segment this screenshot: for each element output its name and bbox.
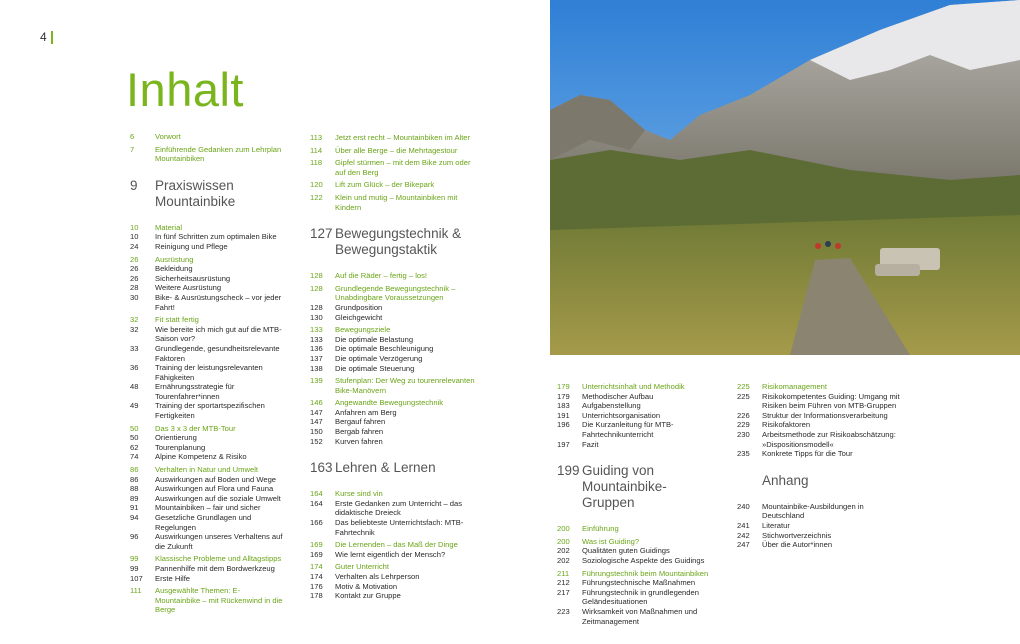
toc-entry[interactable] — [130, 363, 285, 382]
toc-entry[interactable] — [310, 499, 475, 518]
toc-chapter-entry[interactable] — [557, 524, 717, 534]
toc-chapter-entry[interactable] — [557, 382, 717, 392]
toc-page-number: 164 — [310, 498, 323, 508]
toc-entry[interactable] — [557, 411, 717, 421]
toc-chapter-entry[interactable] — [310, 193, 475, 212]
toc-title: In fünf Schritten zum optimalen Bike — [155, 232, 277, 242]
toc-title: Über alle Berge – die Mehrtagestour — [335, 145, 458, 155]
toc-page-number: 32 — [130, 324, 139, 334]
toc-chapter-entry[interactable] — [130, 255, 285, 265]
toc-page-number: 152 — [310, 436, 323, 446]
toc-page-number: 217 — [557, 587, 570, 597]
toc-entry[interactable] — [557, 578, 717, 588]
toc-page-number: 86 — [130, 474, 139, 484]
toc-entry[interactable] — [557, 546, 717, 556]
toc-title: Auswirkungen auf Flora und Fauna — [155, 484, 274, 494]
toc-title: Sicherheitsausrüstung — [155, 273, 231, 283]
toc-entry[interactable] — [130, 401, 285, 420]
toc-chapter-entry[interactable] — [310, 376, 475, 395]
toc-entry[interactable] — [130, 494, 285, 504]
toc-page-number: 128 — [310, 302, 323, 312]
toc-section-heading[interactable] — [737, 473, 902, 489]
toc-page-number: 99 — [130, 563, 139, 573]
toc-chapter-entry[interactable] — [310, 284, 475, 303]
toc-entry[interactable] — [130, 283, 285, 293]
toc-page-number: 9 — [130, 177, 138, 193]
toc-entry[interactable] — [310, 572, 475, 582]
toc-page-number: 62 — [130, 442, 139, 452]
toc-page-number: 94 — [130, 513, 139, 522]
toc-title: Material — [155, 222, 183, 232]
toc-title: Die Kurzanleitung für MTB-Fahrtechnikunterricht — [582, 420, 674, 439]
toc-page-number: 179 — [557, 391, 570, 401]
toc-entry[interactable] — [130, 452, 285, 462]
toc-page-number: 32 — [130, 315, 139, 325]
toc-page-number: 74 — [130, 452, 139, 462]
toc-page-number: 223 — [557, 606, 570, 616]
toc-chapter-entry[interactable] — [130, 424, 285, 434]
toc-title: Auswirkungen auf Boden und Wege — [155, 474, 277, 484]
toc-title: Vorwort — [155, 132, 181, 141]
toc-title: Grundlegende, gesundheitsrelevante Faktoren — [155, 343, 280, 363]
toc-entry[interactable] — [130, 274, 285, 284]
toc-title: Pannenhilfe mit dem Bordwerkzeug — [155, 563, 275, 573]
toc-title: Methodischer Aufbau — [582, 391, 654, 401]
toc-entry[interactable] — [130, 242, 285, 252]
toc-entry[interactable] — [310, 582, 475, 592]
toc-column-4 — [737, 382, 902, 550]
toc-page-number: 96 — [130, 532, 139, 542]
toc-title: Die optimale Steuerung — [335, 363, 415, 373]
toc-page-number: 150 — [310, 427, 323, 437]
toc-page-number: 197 — [557, 439, 570, 449]
toc-title: Anhang — [762, 472, 809, 488]
toc-page-number: 120 — [310, 180, 323, 190]
toc-title: Wie lernt eigentlich der Mensch? — [335, 549, 446, 559]
toc-title: Auswirkungen unseres Verhaltens auf die Zukunft — [155, 532, 283, 551]
toc-entry[interactable] — [310, 335, 475, 345]
toc-page-number: 242 — [737, 530, 750, 540]
toc-chapter-entry[interactable] — [310, 562, 475, 572]
toc-entry[interactable] — [130, 325, 285, 344]
toc-entry[interactable] — [130, 232, 285, 242]
toc-entry[interactable] — [737, 411, 902, 421]
toc-page-number: 88 — [130, 484, 139, 494]
toc-title: Lehren & Lernen — [335, 460, 436, 476]
toc-title: Training der leistungsrelevanten Fähigkeiten — [155, 363, 263, 382]
toc-page-number: 212 — [557, 578, 570, 588]
toc-chapter-entry[interactable] — [310, 325, 475, 335]
toc-title: Lift zum Glück – der Bikepark — [335, 180, 435, 190]
toc-entry[interactable] — [310, 437, 475, 447]
toc-entry[interactable] — [557, 607, 717, 626]
toc-title: Risikokompetentes Guiding: Umgang mit Risiken beim Führen von MTB-Gruppen — [762, 391, 900, 411]
toc-entry[interactable] — [130, 513, 285, 532]
toc-page-number: 133 — [310, 325, 323, 335]
toc-entry[interactable] — [737, 430, 902, 449]
toc-page-number: 122 — [310, 192, 323, 202]
toc-title: Klassische Probleme und Alltagstipps — [155, 554, 282, 564]
toc-title: Die optimale Verzögerung — [335, 353, 423, 363]
toc-title: Auswirkungen auf die soziale Umwelt — [155, 493, 281, 503]
toc-title: Risikofaktoren — [762, 420, 811, 430]
toc-chapter-entry[interactable] — [130, 586, 285, 615]
toc-chapter-entry[interactable] — [310, 158, 475, 177]
toc-title: Kurven fahren — [335, 436, 383, 446]
toc-entry[interactable] — [737, 502, 902, 521]
toc-title: Ausgewählte Themen: E-Mountainbike – mit Rückenwind in die Berge — [155, 586, 283, 615]
toc-title: Unterrichtsorganisation — [582, 410, 661, 420]
toc-page-number: 176 — [310, 581, 323, 591]
toc-title: Qualitäten guten Guidings — [582, 546, 670, 556]
toc-title: Fazit — [582, 439, 599, 449]
toc-chapter-entry[interactable] — [310, 540, 475, 550]
toc-entry[interactable] — [130, 264, 285, 274]
mountain-landscape-photo — [550, 0, 1020, 355]
toc-chapter-entry[interactable] — [310, 146, 475, 156]
toc-page-number: 99 — [130, 554, 139, 564]
toc-page-number: 147 — [310, 407, 323, 417]
toc-entry[interactable] — [310, 591, 475, 601]
toc-chapter-entry[interactable] — [557, 569, 717, 579]
toc-title: Einführung — [582, 524, 619, 534]
toc-page-number: 226 — [737, 410, 750, 420]
toc-chapter-entry[interactable] — [130, 145, 285, 164]
toc-title: Wie bereite ich mich gut auf die MTB-Saison vor? — [155, 324, 282, 344]
toc-title: Bergab fahren — [335, 427, 384, 437]
toc-section-heading[interactable] — [310, 226, 475, 258]
toc-page-number: 7 — [130, 144, 135, 154]
toc-title: Verhalten als Lehrperson — [335, 572, 420, 581]
toc-page-number: 174 — [310, 572, 323, 581]
toc-entry[interactable] — [557, 401, 717, 411]
toc-title: Kontakt zur Gruppe — [335, 591, 401, 601]
toc-page-number: 33 — [130, 343, 139, 353]
toc-page-number: 235 — [737, 449, 750, 459]
toc-column-3 — [557, 382, 717, 626]
toc-title: Training der sportartspezifischen Fertigkeiten — [155, 401, 265, 421]
toc-page-number: 26 — [130, 264, 139, 274]
toc-page-number: 130 — [310, 312, 323, 322]
toc-title: Fit statt fertig — [155, 315, 199, 325]
toc-chapter-entry[interactable] — [557, 537, 717, 547]
toc-page-number: 174 — [310, 562, 323, 572]
toc-title: Literatur — [762, 520, 790, 530]
toc-page-number: 241 — [737, 520, 750, 530]
toc-page-number: 49 — [130, 401, 139, 411]
toc-title: Stichwortverzeichnis — [762, 530, 832, 540]
toc-chapter-entry[interactable] — [130, 223, 285, 233]
toc-entry[interactable] — [310, 313, 475, 323]
toc-page-number: 230 — [737, 429, 750, 439]
toc-title: Bewegungstechnik & Bewegungstaktik — [335, 226, 462, 258]
toc-page-number: 86 — [130, 465, 139, 475]
toc-title: Ernährungsstrategie für Tourenfahrer*innen — [155, 382, 235, 401]
toc-entry[interactable] — [737, 392, 902, 411]
toc-page-number: 178 — [310, 591, 323, 601]
toc-title: Gleichgewicht — [335, 312, 383, 322]
toc-page-number: 146 — [310, 398, 323, 408]
toc-page-number: 169 — [310, 540, 323, 550]
toc-entry[interactable] — [130, 484, 285, 494]
toc-title: Einführende Gedanken zum Lehrplan Mountainbiken — [155, 144, 282, 164]
toc-title: Führungstechnik beim Mountainbiken — [582, 568, 709, 578]
toc-chapter-entry[interactable] — [310, 398, 475, 408]
toc-page-number: 91 — [130, 503, 139, 513]
toc-chapter-entry[interactable] — [310, 133, 475, 143]
toc-entry[interactable] — [557, 588, 717, 607]
toc-title: Das beliebteste Unterrichtsfach: MTB-Fahrtechnik — [335, 518, 464, 537]
toc-entry[interactable] — [737, 531, 902, 541]
toc-title: Grundlegende Bewegungstechnik – Unabdingbare Voraussetzungen — [335, 283, 456, 303]
toc-title: Über die Autor*innen — [762, 540, 833, 550]
toc-title: Stufenplan: Der Weg zu tourenrelevanten Bike-Manövern — [335, 376, 475, 395]
toc-entry[interactable] — [130, 293, 285, 312]
toc-title: Weitere Ausrüstung — [155, 283, 222, 293]
toc-page-number: 138 — [310, 363, 323, 373]
toc-entry[interactable] — [737, 449, 902, 459]
toc-page-number: 50 — [130, 433, 139, 443]
toc-page-number: 50 — [130, 423, 139, 433]
toc-page-number: 200 — [557, 524, 570, 534]
toc-entry[interactable] — [130, 433, 285, 443]
toc-entry[interactable] — [130, 574, 285, 584]
toc-page-number: 211 — [557, 568, 570, 578]
toc-title: Mountainbike-Ausbildungen in Deutschland — [762, 501, 864, 521]
toc-page-number: 6 — [130, 132, 135, 141]
toc-column-1 — [130, 132, 285, 615]
toc-page-number: 196 — [557, 420, 570, 430]
toc-title: Erste Hilfe — [155, 573, 191, 583]
toc-page-number: 164 — [310, 489, 323, 499]
toc-page-number: 179 — [557, 382, 570, 391]
toc-chapter-entry[interactable] — [310, 180, 475, 190]
toc-page-number: 240 — [737, 501, 750, 511]
toc-entry[interactable] — [557, 392, 717, 402]
toc-title: Soziologische Aspekte des Guidings — [582, 555, 705, 565]
toc-entry[interactable] — [557, 440, 717, 450]
toc-title: Alpine Kompetenz & Risiko — [155, 452, 247, 462]
toc-entry[interactable] — [737, 521, 902, 531]
toc-page-number: 225 — [737, 391, 750, 401]
toc-entry[interactable] — [310, 354, 475, 364]
toc-title: Das 3 x 3 der MTB-Tour — [155, 423, 236, 433]
toc-title: Guiding von Mountainbike-Gruppen — [582, 463, 667, 511]
toc-entry[interactable] — [310, 364, 475, 374]
toc-page-number: 202 — [557, 546, 570, 556]
toc-page-number: 30 — [130, 292, 139, 302]
toc-page-number: 163 — [310, 460, 333, 476]
page-title: Inhalt — [126, 63, 244, 116]
toc-page-number: 113 — [310, 133, 323, 142]
toc-title: Praxiswissen Mountainbike — [155, 177, 236, 209]
toc-page-number: 202 — [557, 555, 570, 565]
toc-title: Bewegungsziele — [335, 325, 391, 335]
toc-title: Bekleidung — [155, 264, 193, 274]
toc-page-number: 10 — [130, 232, 139, 242]
toc-title: Guter Unterricht — [335, 562, 390, 572]
toc-entry[interactable] — [310, 417, 475, 427]
toc-page-number: 28 — [130, 283, 139, 293]
toc-page-number: 191 — [557, 410, 570, 420]
toc-chapter-entry[interactable] — [130, 132, 285, 142]
toc-entry[interactable] — [557, 420, 717, 439]
toc-page-number: 10 — [130, 222, 139, 232]
toc-page-number: 133 — [310, 334, 323, 344]
toc-title: Bike- & Ausrüstungscheck – vor jeder Fahrt! — [155, 292, 282, 312]
toc-title: Gesetzliche Grundlagen und Regelungen — [155, 513, 252, 532]
toc-title: Orientierung — [155, 433, 197, 443]
toc-title: Wirksamkeit von Maßnahmen und Zeitmanagement — [582, 606, 698, 626]
toc-title: Die Lernenden – das Maß der Dinge — [335, 540, 458, 550]
toc-title: Gipfel stürmen – mit dem Bike zum oder auf den Berg — [335, 158, 471, 177]
toc-entry[interactable] — [130, 344, 285, 363]
toc-title: Die optimale Beschleunigung — [335, 344, 434, 354]
toc-title: Motiv & Motivation — [335, 581, 398, 591]
toc-page-number: 199 — [557, 463, 580, 479]
toc-column-2 — [310, 133, 475, 601]
toc-entry[interactable] — [130, 475, 285, 485]
toc-page-number: 111 — [130, 586, 142, 596]
page-number-bar — [51, 31, 53, 44]
toc-entry[interactable] — [130, 443, 285, 453]
toc-title: Anfahren am Berg — [335, 407, 397, 417]
toc-title: Struktur der Informationsverarbeitung — [762, 410, 888, 420]
toc-page-number: 26 — [130, 254, 139, 264]
toc-page-number: 169 — [310, 549, 323, 559]
toc-entry[interactable] — [310, 550, 475, 560]
toc-page-number: 229 — [737, 420, 750, 430]
toc-entry[interactable] — [310, 344, 475, 354]
toc-page-number: 107 — [130, 573, 143, 583]
toc-title: Verhalten in Natur und Umwelt — [155, 465, 258, 475]
toc-entry[interactable] — [130, 503, 285, 513]
toc-title: Ausrüstung — [155, 254, 194, 264]
toc-chapter-entry[interactable] — [130, 465, 285, 475]
toc-page-number: 137 — [310, 353, 323, 363]
toc-page-number: 89 — [130, 493, 139, 503]
toc-page-number: 247 — [737, 540, 750, 550]
toc-page-number: 139 — [310, 376, 323, 386]
toc-section-heading[interactable] — [130, 178, 285, 210]
toc-title: Angewandte Bewegungstechnik — [335, 398, 444, 408]
toc-entry[interactable] — [310, 518, 475, 537]
toc-title: Die optimale Belastung — [335, 334, 414, 344]
toc-title: Kurse sind vin — [335, 489, 383, 499]
toc-title: Arbeitsmethode zur Risikoabschätzung: »Dispositionsmodell« — [762, 429, 896, 449]
toc-entry[interactable] — [130, 382, 285, 401]
toc-title: Aufgabenstellung — [582, 401, 641, 411]
toc-entry[interactable] — [130, 532, 285, 551]
toc-title: Konkrete Tipps für die Tour — [762, 449, 853, 459]
toc-chapter-entry[interactable] — [310, 489, 475, 499]
toc-title: Bergauf fahren — [335, 417, 386, 427]
toc-title: Was ist Guiding? — [582, 536, 640, 546]
toc-title: Klein und mutig – Mountainbiken mit Kindern — [335, 192, 458, 212]
toc-page-number: 200 — [557, 536, 570, 546]
toc-entry[interactable] — [557, 556, 717, 566]
toc-title: Risikomanagement — [762, 382, 827, 391]
toc-title: Führungstechnik in grundlegenden Geländesituationen — [582, 587, 699, 607]
toc-section-heading[interactable] — [310, 460, 475, 476]
toc-title: Führungstechnische Maßnahmen — [582, 578, 696, 588]
toc-page-number: 114 — [310, 145, 323, 155]
toc-entry[interactable] — [130, 564, 285, 574]
toc-page-number: 136 — [310, 344, 323, 354]
toc-title: Auf die Räder – fertig – los! — [335, 271, 428, 281]
toc-page-number: 128 — [310, 283, 323, 293]
toc-page-number: 147 — [310, 417, 323, 427]
toc-chapter-entry[interactable] — [737, 382, 902, 392]
toc-page-number: 166 — [310, 518, 323, 528]
toc-page-number: 36 — [130, 363, 139, 373]
toc-page-number: 127 — [310, 226, 333, 242]
toc-entry[interactable] — [310, 427, 475, 437]
toc-chapter-entry[interactable] — [130, 315, 285, 325]
toc-entry[interactable] — [737, 540, 902, 550]
toc-page-number: 128 — [310, 271, 323, 281]
toc-page-number: 118 — [310, 158, 323, 168]
toc-section-heading[interactable] — [557, 463, 717, 511]
toc-chapter-entry[interactable] — [310, 271, 475, 281]
toc-title: Mountainbiken – fair und sicher — [155, 503, 261, 513]
toc-entry[interactable] — [310, 408, 475, 418]
toc-chapter-entry[interactable] — [130, 554, 285, 564]
toc-title: Jetzt erst recht – Mountainbiken im Alter — [335, 133, 471, 142]
page-number: 4 — [40, 30, 47, 44]
toc-page-number: 225 — [737, 382, 750, 391]
toc-title: Grundposition — [335, 302, 383, 312]
toc-title: Unterrichtsinhalt und Methodik — [582, 382, 685, 391]
toc-title: Reinigung und Pflege — [155, 241, 228, 251]
toc-entry[interactable] — [310, 303, 475, 313]
toc-page-number: 183 — [557, 401, 570, 411]
toc-title: Tourenplanung — [155, 442, 206, 452]
toc-title: Erste Gedanken zum Unterricht – das didaktische Dreieck — [335, 498, 463, 518]
toc-page-number: 48 — [130, 382, 139, 392]
toc-page-number: 26 — [130, 273, 139, 283]
toc-page-number: 24 — [130, 241, 139, 251]
toc-entry[interactable] — [737, 420, 902, 430]
